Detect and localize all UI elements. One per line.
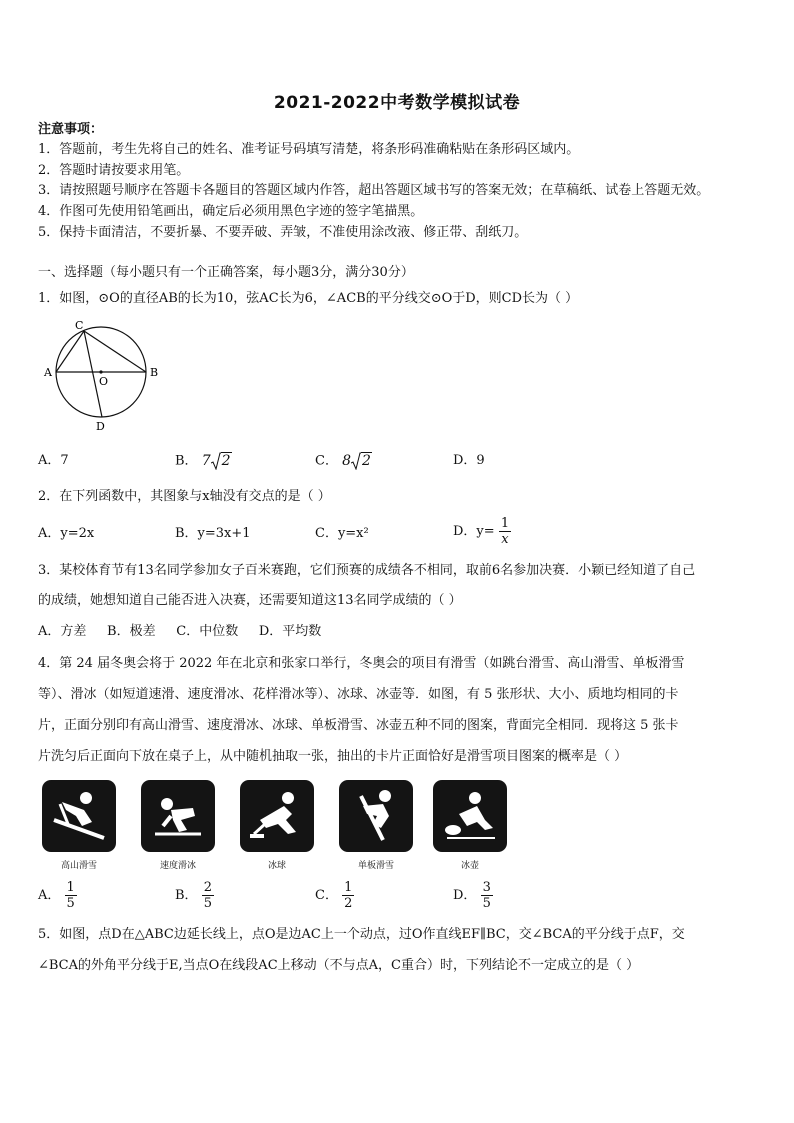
numerator: 1 [500, 516, 510, 531]
page-title: 2021-2022中考数学模拟试卷 [273, 93, 521, 113]
question-5-stem-line: ∠BCA的外角平分线于E,当点O在线段AC上移动（不与点A，C重合）时，下列结论不一定成立的是（ ） [38, 958, 640, 973]
notice-item: 2．答题时请按要求用笔。 [38, 163, 190, 178]
option-prefix: C． [315, 888, 338, 903]
numerator: 1 [66, 880, 75, 895]
radical-sign [211, 452, 221, 470]
picture-label: 冰壶 [460, 861, 479, 871]
label-c: C [75, 319, 84, 332]
notice-item: 4．作图可先使用铅笔画出，确定后必须用黑色字迹的签字笔描黑。 [38, 204, 424, 219]
coefficient: 7 [201, 453, 211, 469]
snowboard-icon [339, 780, 413, 852]
q4-option-c [315, 880, 354, 911]
q2-option-a: A．y=2x [38, 526, 95, 541]
picture-label: 冰球 [267, 861, 286, 871]
option-prefix: A． [38, 888, 61, 903]
question-4-stem-line: 片洗匀后正面向下放在桌子上，从中随机抽取一张，抽出的卡片正面恰好是滑雪项目图案的概率是（ ） [38, 749, 628, 764]
denominator: 2 [344, 896, 353, 911]
option-prefix: B． [175, 453, 198, 469]
question-5-stem-line: 5．如图，点D在△ABC边延长线上，点O是边AC上一个动点，过O作直线EF∥BC，交∠BCA的平分线于点F，交 [38, 927, 685, 942]
picture-label: 速度滑冰 [159, 861, 196, 871]
denominator: 5 [482, 896, 491, 911]
picture-label: 高山滑雪 [60, 861, 97, 871]
radicand: 2 [221, 453, 231, 469]
notice-item: 1．答题前，考生先将自己的姓名、准考证号码填写清楚，将条形码准确粘贴在条形码区域内。 [38, 142, 580, 157]
alpine-skiing-icon [42, 780, 116, 852]
radicand: 2 [362, 453, 371, 469]
label-b: B [150, 366, 159, 379]
notice-heading: 注意事项： [38, 122, 104, 137]
q4-option-d [453, 880, 493, 911]
question-1-stem: 1．如图，⊙O的直径AB的长为10，弦AC长为6，∠ACB的平分线交⊙O于D，则CD长为（ ） [38, 291, 579, 306]
radical-expression [202, 452, 232, 470]
question-3-stem-line: 的成绩，她想知道自己能否进入决赛，还需要知道这13名同学成绩的（ ） [38, 593, 462, 608]
numerator: 2 [203, 880, 212, 895]
notice-item: 5．保持卡面清洁，不要折暴、不要弄破、弄皱，不准使用涂改液、修正带、刮纸刀。 [38, 225, 528, 240]
label-d: D [96, 420, 105, 433]
notice-item: 3．请按照题号顺序在答题卡各题目的答题区域内作答，超出答题区域书写的答案无效；在草稿纸、试卷上答题无效。 [38, 183, 710, 198]
option-prefix: D． [453, 888, 477, 903]
denominator: 5 [66, 896, 75, 911]
fraction [342, 880, 354, 911]
label-o: O [99, 375, 109, 388]
coefficient: 8 [342, 453, 352, 469]
denominator: x [501, 532, 509, 547]
fraction [65, 880, 77, 911]
snowboard-pictogram [339, 780, 413, 852]
q1-option-a: A．7 [38, 453, 69, 468]
fraction [481, 880, 493, 911]
option-prefix: C． [315, 453, 338, 469]
q4-option-a [38, 880, 77, 911]
radical-expression [342, 452, 372, 470]
denominator: 5 [203, 896, 212, 911]
question-2-stem: 2．在下列函数中，其图象与x轴没有交点的是（ ） [38, 489, 331, 504]
fraction [202, 880, 214, 911]
question-4-stem-line: 等）、滑冰（如短道速滑、速度滑冰、花样滑冰等）、冰球、冰壶等．如图，有 5 张形状、大小、质地均相同的卡 [38, 687, 679, 702]
option-prefix: D．y= [453, 524, 495, 539]
q4-option-b [175, 880, 214, 911]
numerator: 1 [344, 880, 353, 895]
ice-hockey-icon [240, 780, 314, 852]
radical-sign [351, 452, 361, 470]
question-4-stem-line: 片，正面分别印有高山滑雪、速度滑冰、冰球、单板滑雪、冰壶五种不同的图案，背面完全相同．现将这 5 张卡 [38, 718, 679, 733]
q2-option-b: B．y=3x+1 [175, 526, 251, 541]
label-a: A [44, 366, 52, 379]
fraction [499, 516, 511, 547]
q3-options: A．方差 B．极差 C．中位数 D．平均数 [38, 624, 322, 639]
q1-option-b [175, 452, 232, 471]
speed-skating-pictogram [141, 780, 215, 852]
circle-diagram [38, 318, 168, 436]
question-3-stem-line: 3．某校体育节有13名同学参加女子百米赛跑，它们预赛的成绩各不相同，取前6名参加决赛．小颖已经知道了自己 [38, 563, 696, 578]
curling-icon [433, 780, 507, 852]
q2-option-d [453, 516, 511, 547]
ice-hockey-pictogram [240, 780, 314, 852]
picture-label: 单板滑雪 [357, 861, 394, 871]
speed-skating-icon [141, 780, 215, 852]
numerator: 3 [482, 880, 491, 895]
q1-option-c [315, 452, 372, 471]
curling-pictogram [433, 780, 507, 852]
option-prefix: B． [175, 888, 198, 903]
section-heading: 一、选择题（每小题只有一个正确答案，每小题3分，满分30分） [38, 265, 414, 280]
q2-option-c: C．y=x² [315, 526, 369, 541]
q1-option-d: D．9 [453, 453, 485, 468]
question-4-stem-line: 4．第 24 届冬奥会将于 2022 年在北京和张家口举行，冬奥会的项目有滑雪（如跳台滑雪、高山滑雪、单板滑雪 [38, 656, 685, 671]
alpine-skiing-pictogram [42, 780, 116, 852]
